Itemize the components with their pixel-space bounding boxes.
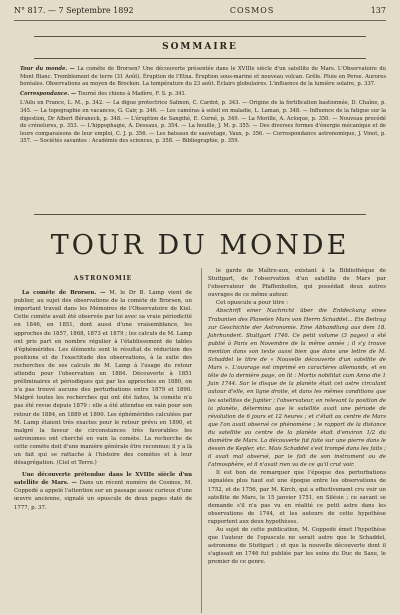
- article-paragraph: [14, 471, 192, 511]
- sommaire-heading: SOMMAIRE: [162, 42, 238, 52]
- article-text: M. le Dr B. Lamp vient de publier, au sujet des observations de la comète de Brorsen, un important travail dans les Mémoires de l'Observatoire de Kiel. Cette comète avait été observée par lui avec sa vraie périodicité en 1846, en 1851, dont aussi d'une vraisemblance, les approches de 1857, 1868, 1873 et 1879 ; les calculs de M. Lamp ont pris part en nombre régulier à l'établissement de tables d'éphémérides. Les éléments sont le résultat de réduction des positions et de l'exactitude des observations, à la suite des recherches de ses calculs de M. Lamp à l'usage du retour attendu pour l'observation en 1884. Découverte à 1851 préliminaires et périodiques qui par les approches en 1880, on n'a pas trouvé aucune des perturbations entre 1879 et 1890. Malgré toutes les recherches qui ont été faites, la comète n'a pas été revue depuis 1879 : elle a été attendue en vain pour son retour de 1884, en 1889 et 1890. Les éphémérides calculées par M. Lamp étaient très exactes pour le retour prévu en 1890, et malgré la faveur de circonstances très favorables les astronomes ont cherché en vain la comète. La recherche de cette comète doit d'une manière générale être reconnue; il y a là un fait qui se rattache à l'histoire des comètes et à leur désagrégation. (Ciel et Terre.): [14, 290, 192, 467]
- article-paragraph: Au sujet de cette publication, M. Coppedé émet l'hypothèse que l'auteur de l'opuscule ne serait autre que le Schaddel, astronome de Stuttgart ; et que la nouvelle découverte dont il s'agissait en 1746 fut publiée par les soins du Duc de Saxe, le premier de ce genre.: [208, 527, 386, 566]
- article-lead: La comète de Brorsen. —: [22, 290, 106, 297]
- toc-paragraph: L'Ailu en France, L. M., p. 342. — La digue protectrice Salmon, C. Cardot, p. 343. — Origine de la fortification bastionnée, D. Chaîne, p. 345. — La topographie en vacances, G. Cair, p. 346. — Les caméras à soleil en maladie, L. Laman, p. 348. — Influence de la fatigue sur la digestion, Dr Albert Béraneck, p. 348. — L'éruption de Sangihé, E. Corné, p. 349. — La Morille, A. Acloque, p. 350. — Nouveau procédé de crénelures, p. 353. — L'hippophagie, A. Dessaus, p. 354. — La houille, J. M. p. 355. — Des diverses formes d'énergie mécanique et de leurs comparaisons de leur emploi, C. J. p. 356. — Les bateaux de sauvetage, Vaux, p. 356. — Correspondance astronomique, J. Vinot, p. 357. — Sociétés savantes : Académie des sciences, p. 358. — Bibliographie, p. 359.: [20, 100, 386, 145]
- article-paragraph: Cet opuscule a pour titre :: [216, 300, 288, 307]
- article-paragraph: le garde de Maître-aux, existant à la Bibliothèque de Stuttgart, de l'observation d'un satellite de Mars par l'observateur de Pfaffenhofen, qui possédait deux autres ouvrages de ce même auteur.: [208, 268, 386, 299]
- article-paragraph: [14, 289, 192, 467]
- running-header: [14, 2, 386, 21]
- toc-section-label: Correspondance. —: [20, 90, 77, 97]
- right-column: [208, 267, 386, 566]
- toc-entry: La comète de Brorsen? Une découverte présentée dans le XVIIIe siècle d'un satellite de Mars. L'Observatoire du Mont Blanc. Tremblement de terre (31 Août). Éruption de l'Etna. Éruption sous-marine et nouveau volcan. Grêle. Pluie en Perse. Aurores boréales. Observations au moyen de Brocken. La température du 23 août. Éclairs globulaires. L'influence de la lumière solaire, p. 337.: [20, 66, 386, 88]
- page-number: 137: [370, 5, 386, 15]
- toc-entry: Tourné des chiens à Madère, F. S. p. 341.: [77, 90, 187, 97]
- toc-section-label: Tour du monde. —: [20, 66, 75, 72]
- divider-bottom: [34, 214, 366, 215]
- article-paragraph: Abschrift einer Nachricht über die Entdeckung eines Trabanten des Planeten Mars von Herrn Schaddel... Ein Beitrag zur Geschichte der Astronomie. Eine Abhandlung aus dem 18. Jahrhundert. Stuttgart 1746. Ce petit volume (3 pages) a été publié à Paris en Novembre de la même année ; il s'y trouve mention dans son texte aussi bien que dans une lettre de M. Schaddel le titre de « Nouvelle découverte d'un satellite de Mars ». L'ouvrage est imprimé en caractères allemands, et en tête de la dernière page, on lit : Mortis nobilitat cum Anno die 1 Juin 1744. Sur le disque de la planète était cet astre circulant autour d'elle, en ligne droite, et dans les mêmes conditions que les satellites de Jupiter ; l'observateur, en relevant la position de la planète, détermina que le satellite avait une période de révolution de 6 jours et 12 heures ; et c'était au centre de Mars que l'on avait observé ce phénomène ; le rapport de la distance du satellite au centre de la planète était d'environ 1/2 du diamètre de Mars. La découverte fut faite sur une pierre dans le dessin de Kepler, etc. Mais Schaddel s'est trompé dans les faits ; il avait mal observé, par le fait de son instrument ou de l'atmosphère, et il n'avait rien vu de ce qu'il crut voir.: [208, 308, 386, 469]
- article-text: Dans un récent numéro de Cosmos, M. Coppedé a appelé l'attention sur un passage assez curieux d'une œuvre ancienne, signalé un opuscule de deux pages daté de 1777, p. 37.: [14, 480, 193, 511]
- left-column: [14, 275, 192, 512]
- toc-paragraph: [20, 91, 386, 99]
- column-heading: ASTRONOMIE: [73, 275, 133, 282]
- article-paragraph: Il est bon de remarquer que l'époque des perturbations signalées plus haut est une époque entre les observations de 1752, et de 1756, par M. Kirch, qui a effectivement cru voir un satellite de Mars, le 15 janvier 1751, en Silésie ; ce savant se demande s'il n'a pas vu en réalité ce petit astre dans les observations de 1744, et les auteurs de cette hypothèse rapportent aux deux hypothèses.: [208, 470, 386, 525]
- column-divider: [201, 268, 202, 613]
- divider-sommaire: [34, 58, 366, 59]
- article-lead: Une découverte prétendue dans le XVIIIe siècle d'un satellite de Mars. —: [14, 472, 192, 487]
- journal-name: COSMOS: [229, 5, 275, 15]
- toc-paragraph: [20, 66, 386, 89]
- issue-number: N° 817. — 7 Septembre 1892: [14, 5, 134, 15]
- table-of-contents: [20, 66, 386, 148]
- divider-top: [34, 36, 366, 37]
- section-title: TOUR DU MONDE: [50, 230, 350, 261]
